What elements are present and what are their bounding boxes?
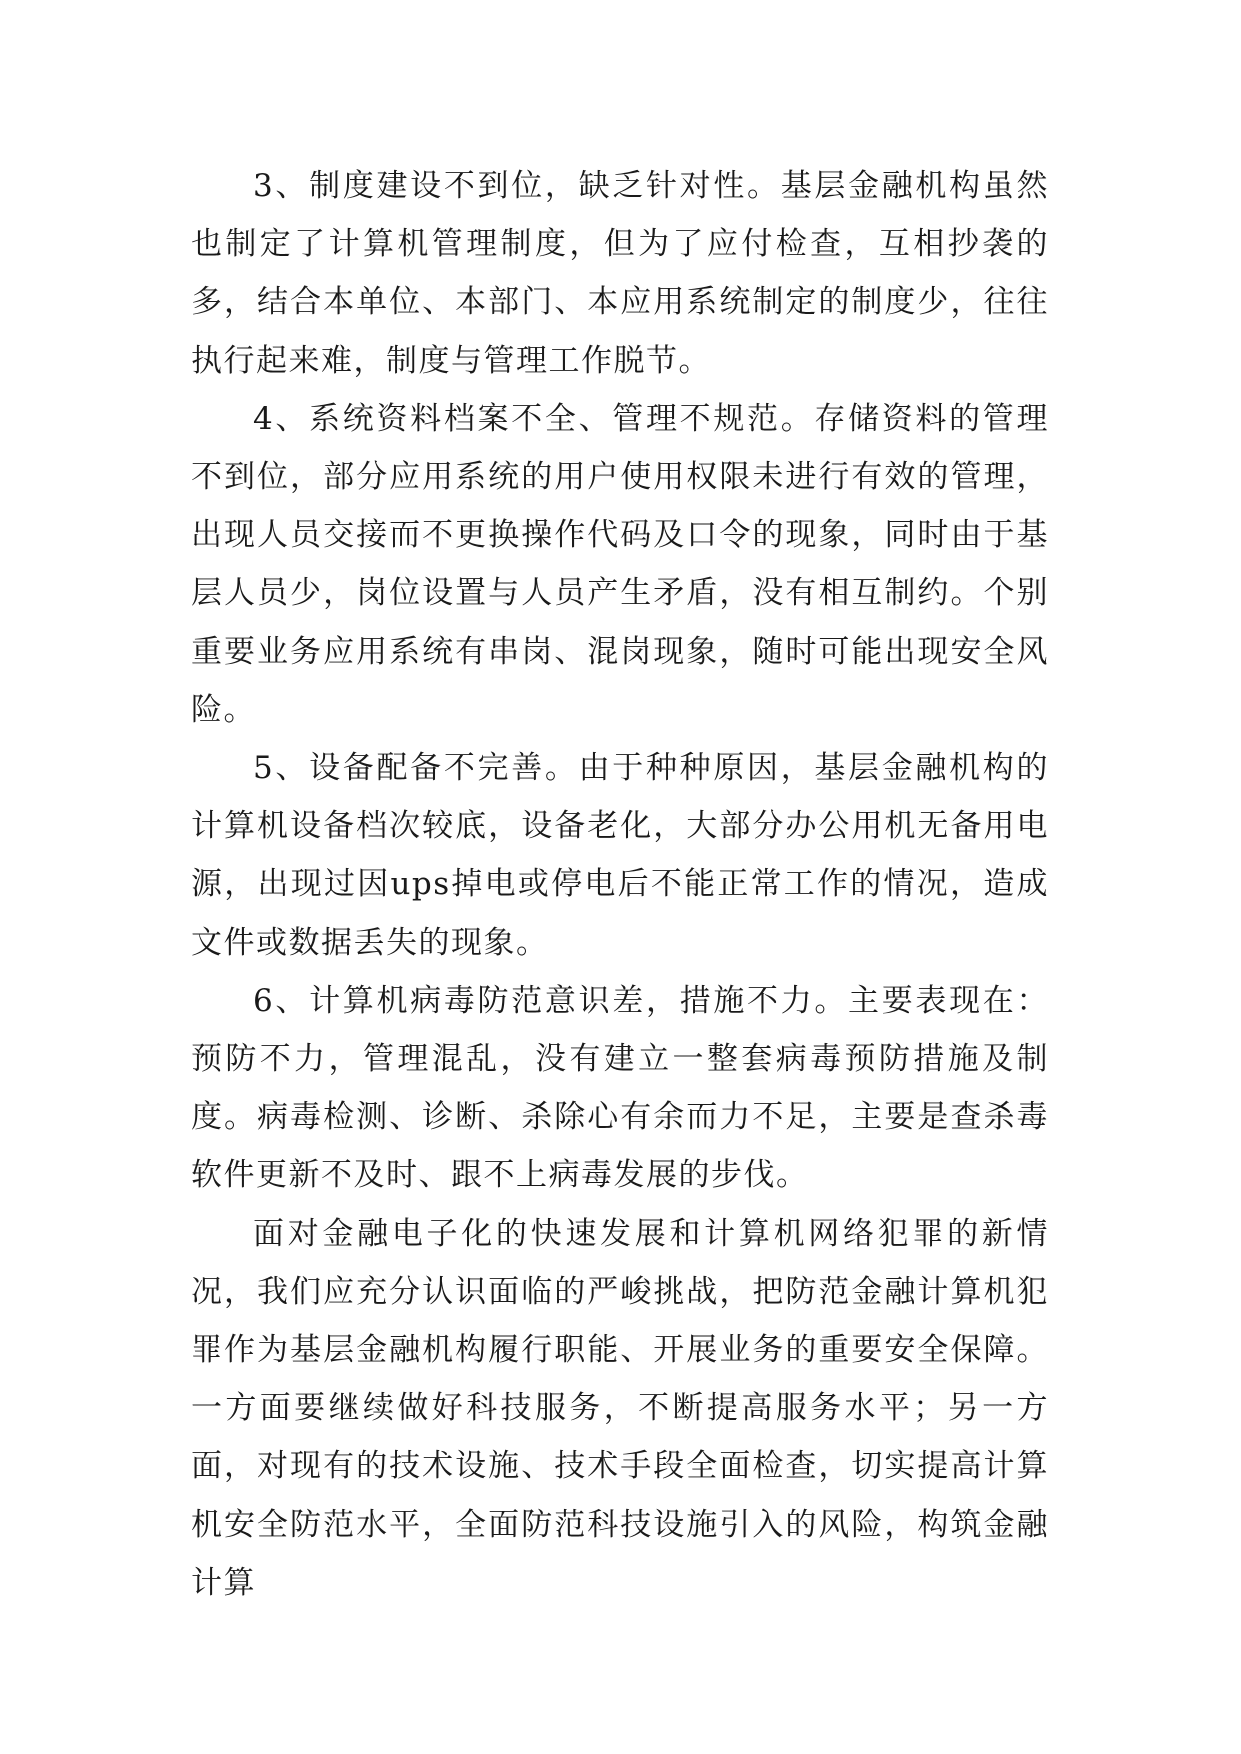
paragraph-item-4: 4、系统资料档案不全、管理不规范。存储资料的管理不到位，部分应用系统的用户使用权限未进行有效的管理，出现人员交接而不更换操作代码及口令的现象，同时由于基层人员少，岗位设置与人员产生矛盾，没有相互制约。个别重要业务应用系统有串岗、混岗现象，随时可能出现安全风险。 [191, 400, 1049, 728]
paragraph-item-3: 3、制度建设不到位，缺乏针对性。基层金融机构虽然也制定了计算机管理制度，但为了应付检查，互相抄袭的多，结合本单位、本部门、本应用系统制定的制度少，往往执行起来难，制度与管理工作脱节。 [191, 168, 1049, 379]
paragraph-item-6: 6、计算机病毒防范意识差，措施不力。主要表现在：预防不力，管理混乱，没有建立一整套病毒预防措施及制度。病毒检测、诊断、杀除心有余而力不足，主要是查杀毒软件更新不及时、跟不上病毒发展的步伐。 [191, 982, 1049, 1194]
document-body [191, 157, 1049, 1612]
paragraph-item-5: 5、设备配备不完善。由于种种原因，基层金融机构的计算机设备档次较底，设备老化，大部分办公用机无备用电源，出现过因ups掉电或停电后不能正常工作的情况，造成文件或数据丢失的现象。 [191, 750, 1049, 961]
paragraph-conclusion: 面对金融电子化的快速发展和计算机网络犯罪的新情况，我们应充分认识面临的严峻挑战，把防范金融计算机犯罪作为基层金融机构履行职能、开展业务的重要安全保障。一方面要继续做好科技服务，不断提高服务水平；另一方面，对现有的技术设施、技术手段全面检查，切实提高计算机安全防范水平，全面防范科技设施引入的风险，构筑金融计算 [191, 1215, 1049, 1601]
